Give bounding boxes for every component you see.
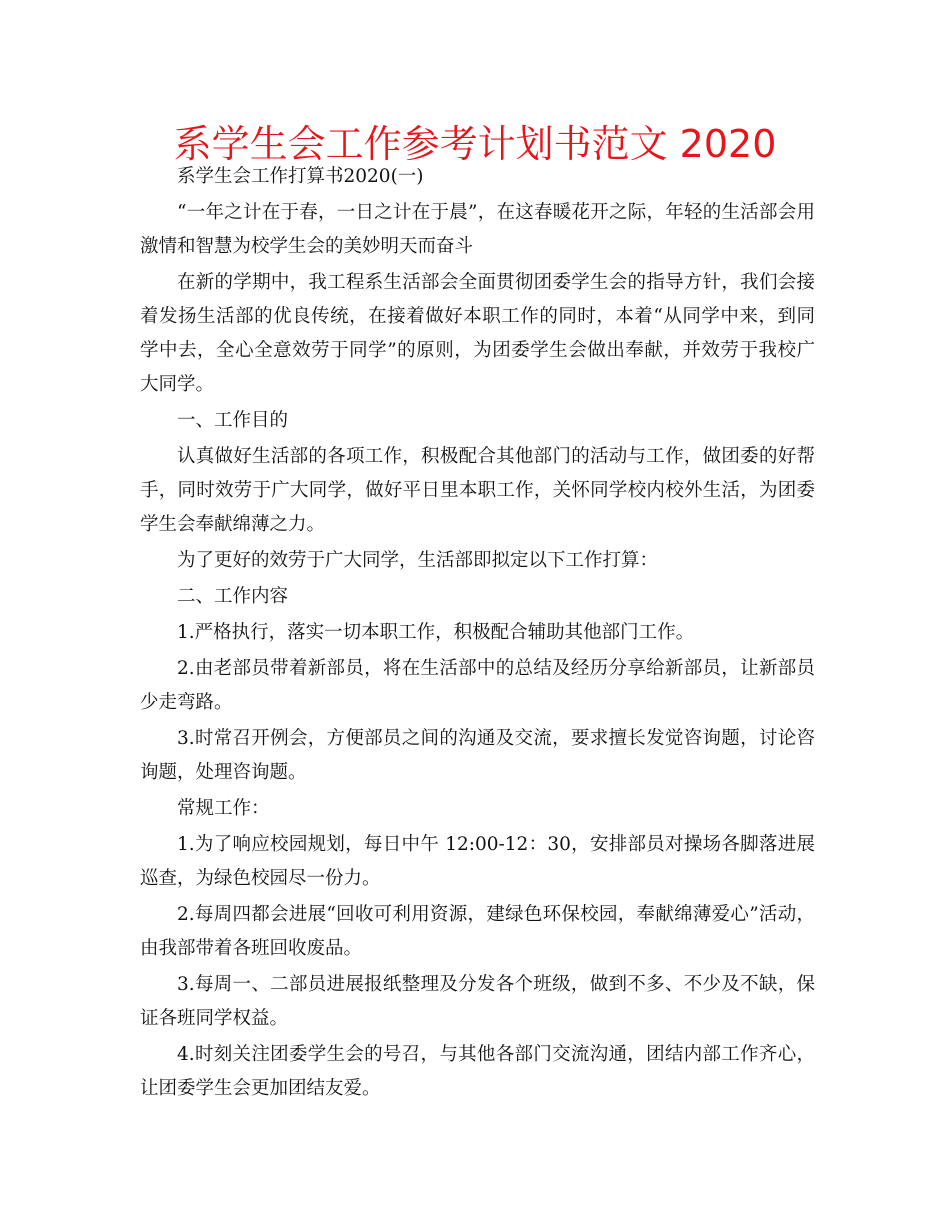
list-item: 2.每周四都会进展“回收可利用资源，建绿色环保校园，奉献绵薄爱心”活动，由我部带着各班回收废品。	[140, 904, 815, 959]
body-paragraph: 在新的学期中，我工程系生活部会全面贯彻团委学生会的指导方针，我们会接着发扬生活部的优良传统，在接着做好本职工作的同时，本着“从同学中来，到同学中去，全心全意效劳于同学”的原则，为团委学生会做出奉献，并效劳于我校广大同学。	[140, 272, 815, 395]
section-heading: 二、工作内容	[177, 586, 289, 607]
section-heading: 一、工作目的	[177, 410, 289, 431]
body-paragraph: 认真做好生活部的各项工作，积极配合其他部门的活动与工作，做团委的好帮手，同时效劳于广大同学，做好平日里本职工作，关怀同学校内校外生活，为团委学生会奉献绵薄之力。	[140, 446, 815, 535]
list-item: 3.时常召开例会，方便部员之间的沟通及交流，要求擅长发觉咨询题，讨论咨询题，处理咨询题。	[140, 728, 815, 783]
document-body	[140, 160, 815, 1106]
list-item: 1.为了响应校园规划，每日中午 12:00-12：30，安排部员对操场各脚落进展巡查，为绿色校园尽一份力。	[140, 834, 815, 889]
list-item: 4.时刻关注团委学生会的号召，与其他各部门交流沟通，团结内部工作齐心，让团委学生会更加团结友爱。	[140, 1044, 815, 1099]
list-item: 2.由老部员带着新部员，将在生活部中的总结及经历分享给新部员，让新部员少走弯路。	[140, 658, 815, 713]
section-heading: 常规工作：	[177, 798, 270, 819]
body-paragraph: “一年之计在于春，一日之计在于晨”，在这春暖花开之际，年轻的生活部会用激情和智慧为校学生会的美妙明天而奋斗	[140, 202, 815, 257]
list-item: 3.每周一、二部员进展报纸整理及分发各个班级，做到不多、不少及不缺，保证各班同学权益。	[140, 974, 815, 1029]
subtitle-paragraph: 系学生会工作打算书2020(一)	[177, 166, 424, 187]
document-title: 系学生会工作参考计划书范文 2020	[173, 122, 777, 166]
list-item: 1.严格执行，落实一切本职工作，积极配合辅助其他部门工作。	[177, 622, 695, 643]
body-paragraph: 为了更好的效劳于广大同学，生活部即拟定以下工作打算：	[177, 550, 659, 571]
